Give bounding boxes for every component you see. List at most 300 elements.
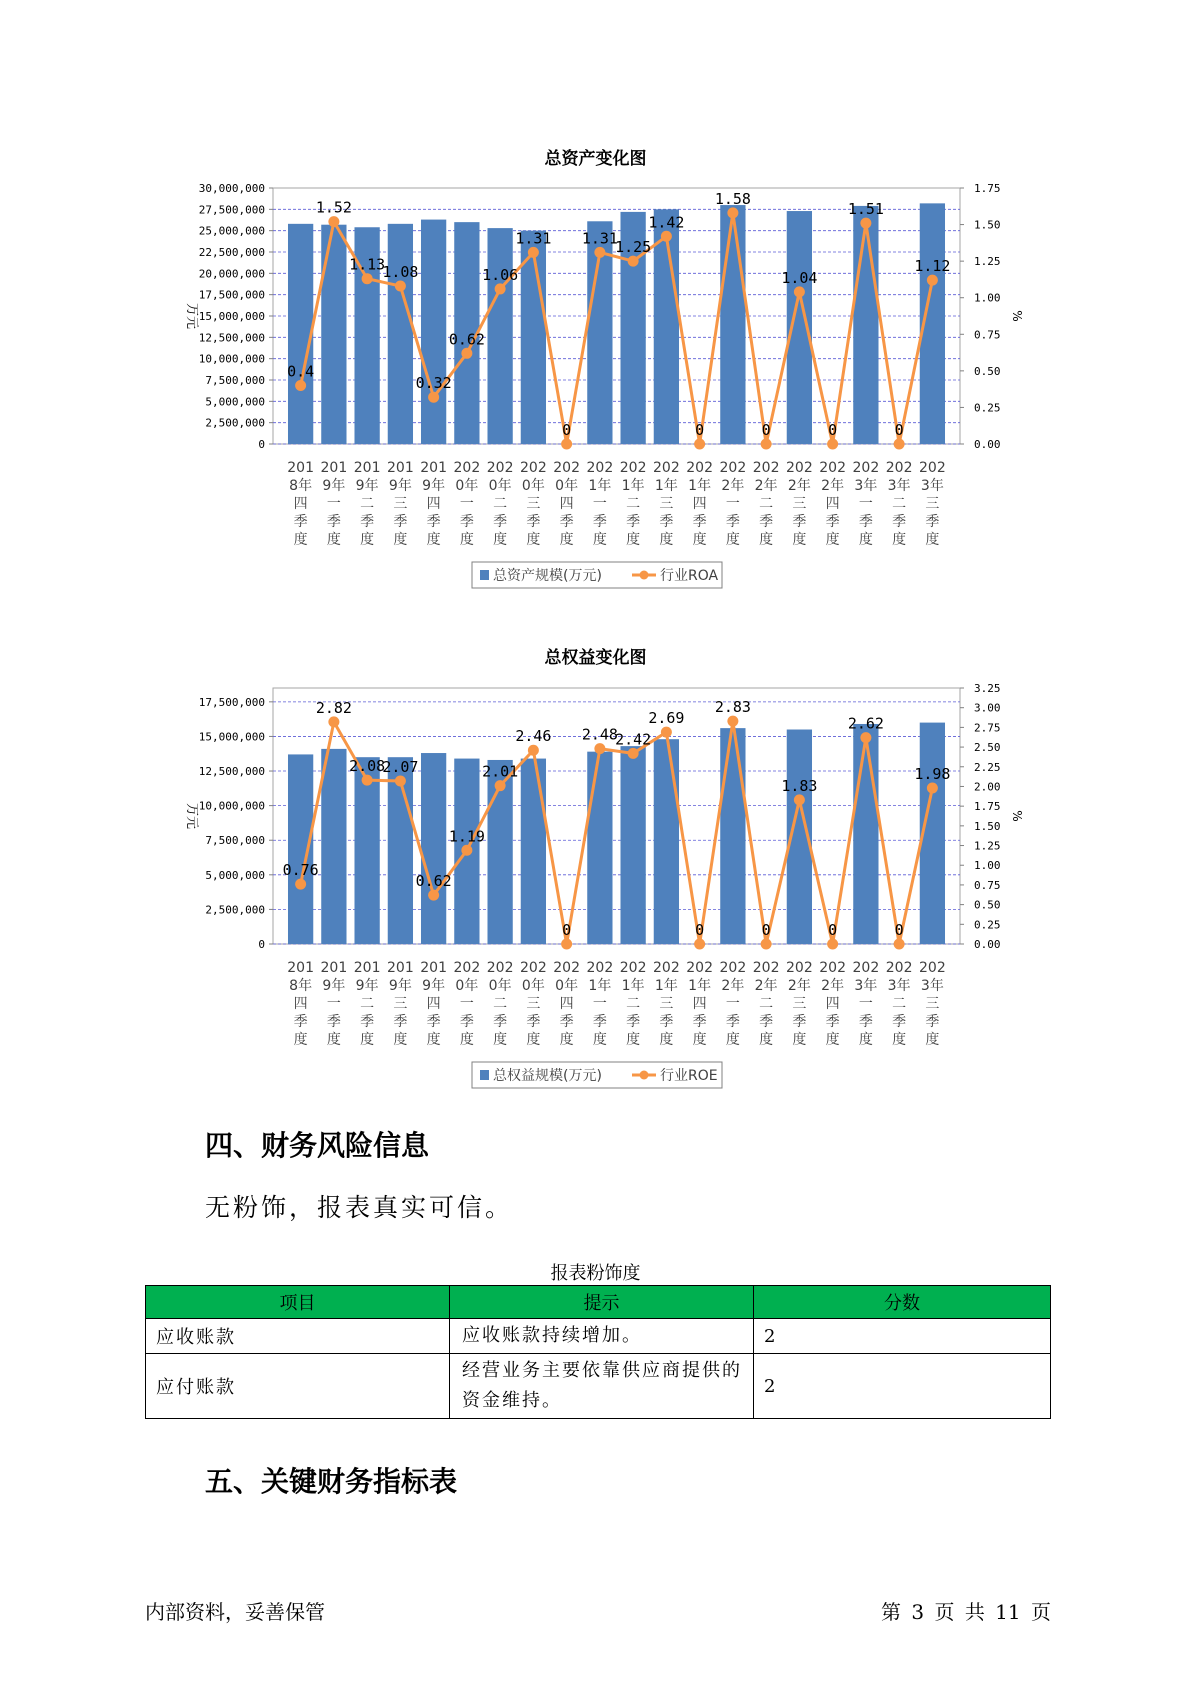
x-tick-label: 度 — [326, 1032, 341, 1048]
x-tick-label: 季 — [925, 1014, 940, 1030]
y-tick-label: 2,500,000 — [205, 416, 265, 430]
y2-tick-label: 3.25 — [974, 682, 1001, 695]
data-label: 1.58 — [714, 189, 751, 208]
x-tick-label: 一 — [858, 496, 873, 512]
data-label: 2.82 — [315, 698, 352, 717]
x-tick-label: 季 — [725, 514, 740, 530]
data-label: 2.83 — [714, 698, 751, 717]
x-tick-label: 季 — [759, 514, 774, 530]
x-tick-label: 季 — [426, 1014, 441, 1030]
y2-tick-label: 1.00 — [974, 859, 1001, 873]
x-tick-label: 度 — [526, 1032, 541, 1048]
line-point — [860, 732, 871, 743]
x-tick-label: 度 — [626, 532, 641, 548]
x-tick-label: 度 — [459, 532, 474, 548]
x-tick-label: 202 — [653, 460, 680, 476]
x-tick-label: 度 — [326, 532, 341, 548]
x-tick-label: 二 — [892, 496, 907, 512]
x-tick-label: 季 — [493, 1014, 508, 1030]
line-point — [561, 939, 572, 950]
x-tick-label: 度 — [659, 532, 674, 548]
x-tick-label: 度 — [925, 532, 940, 548]
data-label: 1.31 — [581, 229, 618, 248]
x-tick-label: 度 — [725, 532, 740, 548]
footer-confidential-note: 内部资料，妥善保管 — [145, 1600, 325, 1624]
x-tick-label: 三 — [792, 496, 807, 512]
x-tick-label: 202 — [852, 960, 880, 976]
data-label: 1.06 — [482, 265, 519, 284]
x-tick-label: 202 — [686, 460, 713, 476]
data-label: 1.51 — [847, 200, 884, 219]
x-tick-label: 季 — [459, 1014, 474, 1030]
x-tick-label: 201 — [387, 460, 414, 476]
x-tick-label: 0年 — [555, 978, 579, 994]
x-tick-label: 季 — [659, 1014, 674, 1030]
x-tick-label: 二 — [759, 996, 774, 1012]
total-equity-chart — [0, 670, 1191, 1090]
legend-bar-swatch — [480, 570, 489, 580]
x-tick-label: 202 — [453, 460, 481, 476]
table-cell-item: 应付账款 — [146, 1354, 450, 1419]
data-label: 0 — [562, 921, 572, 939]
y2-tick-label: 2.50 — [974, 741, 1001, 755]
data-label: 2.42 — [615, 730, 652, 749]
x-tick-label: 季 — [825, 1014, 840, 1030]
x-tick-label: 0年 — [455, 478, 479, 494]
data-label: 1.08 — [382, 263, 419, 282]
x-tick-label: 二 — [626, 996, 641, 1012]
x-tick-label: 3年 — [920, 478, 944, 494]
x-tick-label: 季 — [360, 1014, 375, 1030]
x-tick-label: 一 — [459, 496, 474, 512]
line-point — [362, 775, 373, 786]
data-label: 1.42 — [648, 213, 685, 232]
x-tick-label: 201 — [287, 460, 314, 476]
x-tick-label: 202 — [819, 460, 846, 476]
y-tick-label: 22,500,000 — [198, 246, 265, 259]
data-label: 0.4 — [287, 362, 315, 381]
x-tick-label: 季 — [626, 514, 641, 530]
y-tick-label: 15,000,000 — [198, 730, 265, 744]
data-label: 2.62 — [847, 714, 884, 733]
x-tick-label: 三 — [393, 496, 408, 512]
line-point — [528, 745, 539, 756]
x-tick-label: 3年 — [920, 978, 944, 994]
line-point — [295, 879, 306, 890]
x-tick-label: 一 — [725, 996, 740, 1012]
x-tick-label: 四 — [825, 996, 840, 1012]
x-tick-label: 四 — [426, 496, 441, 512]
x-tick-label: 度 — [825, 1032, 840, 1048]
y-tick-label: 7,500,000 — [205, 374, 265, 387]
x-tick-label: 四 — [559, 996, 574, 1012]
x-tick-label: 202 — [786, 960, 813, 976]
x-tick-label: 四 — [692, 996, 707, 1012]
x-tick-label: 202 — [619, 460, 647, 476]
x-tick-label: 202 — [752, 460, 780, 476]
x-tick-label: 202 — [619, 960, 647, 976]
x-tick-label: 202 — [885, 960, 913, 976]
x-tick-label: 四 — [692, 496, 707, 512]
y-tick-label: 15,000,000 — [198, 310, 265, 323]
x-tick-label: 202 — [586, 960, 614, 976]
x-tick-label: 3年 — [854, 978, 878, 994]
x-tick-label: 度 — [792, 1032, 807, 1048]
x-tick-label: 度 — [459, 1032, 474, 1048]
bar — [620, 746, 645, 944]
column-header: 项目 — [146, 1286, 450, 1319]
x-tick-label: 度 — [393, 532, 408, 548]
x-tick-label: 度 — [393, 1032, 408, 1048]
x-tick-label: 201 — [287, 960, 314, 976]
x-tick-label: 季 — [459, 514, 474, 530]
x-tick-label: 三 — [925, 496, 940, 512]
x-tick-label: 三 — [526, 996, 541, 1012]
y-tick-label: 27,500,000 — [198, 203, 265, 217]
bar — [720, 728, 745, 944]
y2-tick-label: 0.50 — [974, 898, 1001, 912]
x-tick-label: 四 — [426, 996, 441, 1012]
x-tick-label: 季 — [592, 1014, 607, 1030]
bar — [654, 739, 679, 944]
y2-tick-label: 0.75 — [974, 878, 1001, 892]
data-label: 1.83 — [781, 776, 818, 795]
x-tick-label: 202 — [486, 960, 514, 976]
x-tick-label: 度 — [858, 532, 873, 548]
x-tick-label: 一 — [725, 496, 740, 512]
data-label: 1.12 — [914, 257, 951, 276]
bar — [321, 749, 346, 944]
data-label: 1.13 — [349, 255, 386, 274]
x-tick-label: 度 — [559, 1032, 574, 1048]
data-label: 1.19 — [448, 827, 485, 846]
y2-tick-label: 0.00 — [974, 438, 1001, 451]
x-tick-label: 202 — [486, 460, 514, 476]
data-label: 2.01 — [482, 762, 519, 781]
x-tick-label: 季 — [626, 1014, 641, 1030]
x-tick-label: 9年 — [322, 978, 346, 994]
y2-tick-label: 1.75 — [974, 800, 1001, 814]
x-tick-label: 1年 — [688, 478, 712, 494]
x-tick-label: 三 — [659, 996, 674, 1012]
x-tick-label: 2年 — [821, 978, 845, 994]
section-heading: 四、财务风险信息 — [205, 1129, 430, 1162]
x-tick-label: 季 — [393, 1014, 408, 1030]
x-tick-label: 度 — [293, 1032, 308, 1048]
x-tick-label: 0年 — [488, 478, 512, 494]
x-tick-label: 202 — [520, 460, 547, 476]
risk-summary-text: 无粉饰，报表真实可信。 — [205, 1193, 514, 1222]
line-point — [927, 275, 938, 286]
x-tick-label: 1年 — [588, 478, 612, 494]
x-tick-label: 季 — [858, 1014, 873, 1030]
table-header-row — [146, 1286, 1051, 1319]
y2-tick-label: 0.50 — [974, 364, 1001, 378]
x-tick-label: 202 — [852, 460, 880, 476]
bar — [421, 220, 446, 444]
table-caption: 报表粉饰度 — [550, 1263, 641, 1284]
x-tick-label: 度 — [692, 1032, 707, 1048]
data-label: 0 — [761, 921, 771, 939]
bar — [487, 228, 512, 444]
x-tick-label: 9年 — [388, 478, 412, 494]
x-tick-label: 三 — [659, 496, 674, 512]
y-tick-label: 12,500,000 — [198, 765, 265, 779]
x-tick-label: 2年 — [754, 978, 778, 994]
x-tick-label: 1年 — [688, 978, 712, 994]
x-tick-label: 季 — [426, 514, 441, 530]
x-tick-label: 季 — [858, 514, 873, 530]
x-tick-label: 度 — [559, 532, 574, 548]
y-tick-label: 10,000,000 — [198, 799, 265, 813]
y-tick-label: 30,000,000 — [198, 182, 265, 195]
line-point — [927, 783, 938, 794]
y-tick-label: 0 — [258, 938, 265, 951]
x-tick-label: 季 — [393, 514, 408, 530]
data-label: 1.52 — [315, 198, 352, 217]
x-tick-label: 0年 — [521, 978, 545, 994]
x-tick-label: 度 — [725, 1032, 740, 1048]
data-label: 2.07 — [382, 757, 419, 776]
y-tick-label: 5,000,000 — [205, 868, 265, 882]
y-tick-label: 5,000,000 — [205, 395, 265, 409]
y-tick-label: 2,500,000 — [205, 903, 265, 917]
legend-marker — [640, 571, 649, 580]
data-label: 2.69 — [648, 709, 685, 728]
line-point — [860, 218, 871, 229]
x-tick-label: 度 — [360, 532, 375, 548]
x-tick-label: 一 — [592, 996, 607, 1012]
legend-bar-swatch — [480, 1070, 489, 1080]
data-label: 0.32 — [415, 374, 452, 393]
legend-label: 总权益规模(万元) — [493, 1068, 602, 1084]
x-tick-label: 三 — [393, 996, 408, 1012]
x-tick-label: 201 — [353, 960, 381, 976]
line-point — [827, 439, 838, 450]
x-tick-label: 8年 — [289, 978, 313, 994]
bar — [321, 225, 346, 444]
table-row — [146, 1319, 1051, 1354]
x-tick-label: 9年 — [422, 478, 446, 494]
data-label: 1.04 — [781, 268, 818, 287]
line-point — [561, 439, 572, 450]
line-point — [495, 780, 506, 791]
x-tick-label: 二 — [892, 996, 907, 1012]
x-tick-label: 二 — [360, 996, 375, 1012]
x-tick-label: 2年 — [787, 478, 811, 494]
bar — [853, 206, 878, 444]
y-tick-label: 12,500,000 — [198, 331, 265, 345]
x-tick-label: 度 — [692, 532, 707, 548]
x-tick-label: 季 — [326, 514, 341, 530]
line-point — [428, 890, 439, 901]
x-tick-label: 202 — [885, 460, 913, 476]
data-label: 0 — [894, 421, 904, 439]
y2-tick-label: 1.75 — [974, 182, 1001, 195]
y2-axis-label: % — [1010, 810, 1024, 822]
x-tick-label: 四 — [559, 496, 574, 512]
x-tick-label: 一 — [459, 996, 474, 1012]
x-tick-label: 度 — [925, 1032, 940, 1048]
x-tick-label: 季 — [526, 514, 541, 530]
data-label: 2.08 — [349, 757, 386, 776]
line-point — [461, 845, 472, 856]
x-tick-label: 9年 — [355, 478, 379, 494]
x-tick-label: 201 — [420, 960, 447, 976]
x-tick-label: 202 — [719, 960, 747, 976]
legend-label: 行业ROE — [660, 1068, 718, 1084]
x-tick-label: 2年 — [754, 478, 778, 494]
x-tick-label: 度 — [293, 532, 308, 548]
x-tick-label: 季 — [792, 514, 807, 530]
line-point — [761, 939, 772, 950]
y-tick-label: 0 — [258, 438, 265, 451]
y2-tick-label: 3.00 — [974, 701, 1001, 715]
line-point — [694, 939, 705, 950]
line-point — [827, 939, 838, 950]
x-tick-label: 3年 — [854, 478, 878, 494]
y-tick-label: 17,500,000 — [198, 288, 265, 302]
x-tick-label: 度 — [825, 532, 840, 548]
y2-tick-label: 0.00 — [974, 938, 1001, 951]
x-tick-label: 201 — [353, 460, 381, 476]
table-cell-score: 2 — [754, 1319, 1051, 1354]
x-tick-label: 度 — [592, 532, 607, 548]
x-tick-label: 3年 — [887, 478, 911, 494]
x-tick-label: 0年 — [488, 978, 512, 994]
x-tick-label: 季 — [825, 514, 840, 530]
x-tick-label: 度 — [360, 1032, 375, 1048]
x-tick-label: 度 — [792, 532, 807, 548]
line-point — [428, 392, 439, 403]
line-point — [362, 273, 373, 284]
data-label: 0 — [695, 921, 705, 939]
column-header: 分数 — [754, 1286, 1051, 1319]
data-label: 1.31 — [515, 229, 552, 248]
x-tick-label: 季 — [559, 514, 574, 530]
x-tick-label: 202 — [520, 960, 547, 976]
x-tick-label: 季 — [692, 1014, 707, 1030]
line-point — [395, 775, 406, 786]
line-point — [528, 247, 539, 258]
x-tick-label: 1年 — [654, 478, 678, 494]
y-axis-label: 万元 — [184, 302, 199, 330]
table-cell-score: 2 — [754, 1354, 1051, 1419]
x-tick-label: 三 — [792, 996, 807, 1012]
x-tick-label: 2年 — [787, 978, 811, 994]
x-tick-label: 9年 — [388, 978, 412, 994]
x-tick-label: 2年 — [721, 978, 745, 994]
x-tick-label: 二 — [493, 996, 508, 1012]
x-tick-label: 季 — [925, 514, 940, 530]
x-tick-label: 二 — [759, 496, 774, 512]
x-tick-label: 季 — [360, 514, 375, 530]
line-point — [461, 348, 472, 359]
x-tick-label: 一 — [592, 496, 607, 512]
data-label: 1.98 — [914, 765, 951, 784]
x-tick-label: 四 — [293, 496, 308, 512]
x-tick-label: 202 — [586, 460, 614, 476]
x-tick-label: 一 — [326, 496, 341, 512]
x-tick-label: 度 — [892, 1032, 907, 1048]
column-header: 提示 — [450, 1286, 754, 1319]
legend-label: 总资产规模(万元) — [493, 568, 602, 584]
x-tick-label: 9年 — [422, 978, 446, 994]
chart-title: 总资产变化图 — [544, 149, 647, 169]
legend-marker — [640, 1071, 649, 1080]
x-tick-label: 202 — [553, 960, 580, 976]
x-tick-label: 度 — [426, 532, 441, 548]
data-label: 2.48 — [581, 725, 618, 744]
x-tick-label: 季 — [493, 514, 508, 530]
line-point — [594, 743, 605, 754]
data-label: 0 — [562, 421, 572, 439]
x-tick-label: 度 — [858, 1032, 873, 1048]
x-tick-label: 三 — [925, 996, 940, 1012]
x-tick-label: 季 — [526, 1014, 541, 1030]
y2-tick-label: 0.75 — [974, 328, 1001, 342]
table-row — [146, 1354, 1051, 1419]
data-label: 0 — [828, 421, 838, 439]
x-tick-label: 202 — [786, 460, 813, 476]
x-tick-label: 202 — [919, 460, 946, 476]
y2-tick-label: 2.25 — [974, 760, 1001, 774]
x-tick-label: 1年 — [621, 978, 645, 994]
line-point — [295, 380, 306, 391]
x-tick-label: 度 — [493, 1032, 508, 1048]
bar — [288, 754, 313, 944]
x-tick-label: 一 — [858, 996, 873, 1012]
y2-tick-label: 0.25 — [974, 918, 1001, 932]
line-point — [328, 216, 339, 227]
line-point — [594, 247, 605, 258]
table-cell-hint: 经营业务主要依靠供应商提供的资金维持。 — [450, 1354, 754, 1419]
x-tick-label: 季 — [559, 1014, 574, 1030]
x-tick-label: 度 — [626, 1032, 641, 1048]
x-tick-label: 度 — [659, 1032, 674, 1048]
data-label: 2.46 — [515, 727, 552, 746]
x-tick-label: 201 — [387, 960, 414, 976]
y-tick-label: 17,500,000 — [198, 695, 265, 709]
x-tick-label: 8年 — [289, 478, 313, 494]
x-tick-label: 四 — [293, 996, 308, 1012]
x-tick-label: 202 — [819, 960, 846, 976]
x-tick-label: 二 — [493, 496, 508, 512]
y-tick-label: 10,000,000 — [198, 352, 265, 366]
section-heading: 五、关键财务指标表 — [205, 1465, 458, 1498]
x-tick-label: 3年 — [887, 978, 911, 994]
x-tick-label: 202 — [719, 460, 747, 476]
y-tick-label: 7,500,000 — [205, 834, 265, 848]
x-tick-label: 9年 — [322, 478, 346, 494]
data-label: 0 — [828, 921, 838, 939]
y2-tick-label: 2.75 — [974, 721, 1001, 735]
x-tick-label: 202 — [653, 960, 680, 976]
y-axis-label: 万元 — [184, 802, 199, 830]
x-tick-label: 度 — [526, 532, 541, 548]
bar — [521, 759, 546, 944]
x-tick-label: 1年 — [588, 978, 612, 994]
x-tick-label: 201 — [320, 460, 348, 476]
table-cell-hint: 应收账款持续增加。 — [450, 1319, 754, 1354]
y2-tick-label: 1.25 — [974, 255, 1001, 269]
y2-tick-label: 1.00 — [974, 291, 1001, 305]
line-point — [495, 283, 506, 294]
x-tick-label: 度 — [892, 532, 907, 548]
x-tick-label: 二 — [626, 496, 641, 512]
x-tick-label: 1年 — [654, 978, 678, 994]
line-point — [894, 439, 905, 450]
